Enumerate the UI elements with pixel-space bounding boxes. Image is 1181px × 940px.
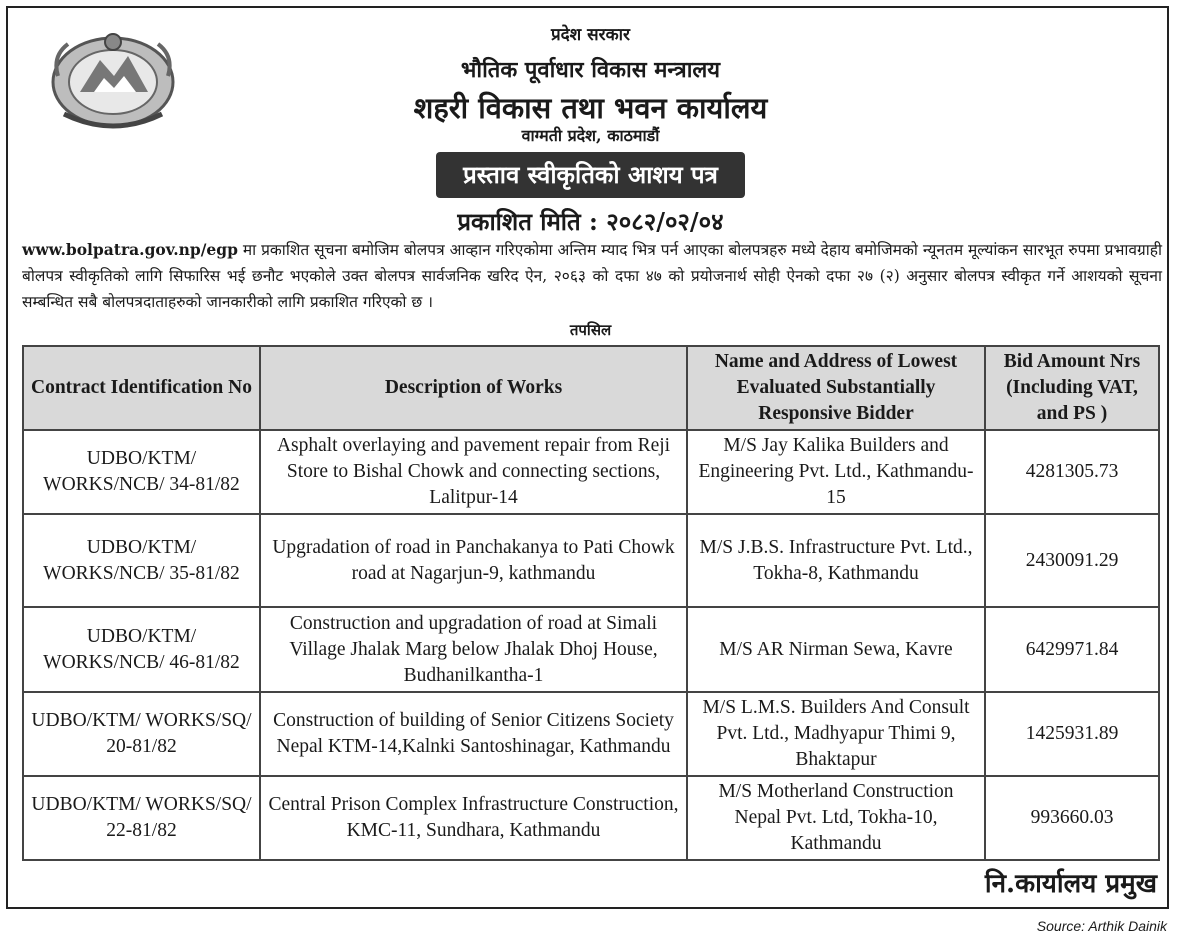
header-province-government: प्रदेश सरकार	[550, 25, 631, 45]
details-label: तपसिल	[569, 321, 612, 339]
description-cell: Construction of building of Senior Citizens Society Nepal KTM-14,Kalnki Santoshinagar, Kathmandu	[260, 692, 687, 776]
amount-cell: 993660.03	[985, 776, 1159, 860]
amount-cell: 6429971.84	[985, 607, 1159, 692]
col-header-amount: Bid Amount Nrs (Including VAT, and PS )	[985, 346, 1159, 430]
source-credit: Source: Arthik Dainik	[1036, 918, 1167, 934]
bidder-cell: M/S AR Nirman Sewa, Kavre	[687, 607, 985, 692]
published-date: प्रकाशित मिति : २०८२/०२/०४	[457, 207, 724, 236]
amount-cell: 1425931.89	[985, 692, 1159, 776]
notice-paragraph	[22, 237, 1162, 315]
header-location: वाग्मती प्रदेश, काठमाडौं	[521, 126, 660, 145]
amount-cell: 2430091.29	[985, 514, 1159, 607]
bidder-cell: M/S L.M.S. Builders And Consult Pvt. Ltd., Madhyapur Thimi 9, Bhaktapur	[687, 692, 985, 776]
table-row	[23, 514, 1159, 607]
bolpatra-url[interactable]: www.bolpatra.gov.np/egp	[22, 240, 238, 259]
awards-table	[22, 345, 1160, 861]
description-cell: Central Prison Complex Infrastructure Construction, KMC-11, Sundhara, Kathmandu	[260, 776, 687, 860]
bidder-cell: M/S J.B.S. Infrastructure Pvt. Ltd., Tokha-8, Kathmandu	[687, 514, 985, 607]
col-header-description: Description of Works	[260, 346, 687, 430]
col-header-contract: Contract Identification No	[23, 346, 260, 430]
description-cell: Upgradation of road in Panchakanya to Pati Chowk road at Nagarjun-9, kathmandu	[260, 514, 687, 607]
table-row	[23, 692, 1159, 776]
contract-cell: UDBO/KTM/ WORKS/SQ/ 22-81/82	[23, 776, 260, 860]
office-head-signature: नि.कार्यालय प्रमुख	[984, 869, 1157, 899]
col-header-bidder: Name and Address of Lowest Evaluated Substantially Responsive Bidder	[687, 346, 985, 430]
amount-cell: 4281305.73	[985, 430, 1159, 514]
notice-text: मा प्रकाशित सूचना बमोजिम बोलपत्र आव्हान गरिएकोमा अन्तिम म्याद भित्र पर्न आएका बोलपत्रहरु मध्ये देहाय बमोजिमको न्यूनतम मूल्यांकन सारभूत रुपमा प्रभावग्राही बोलपत्र स्वीकृतिको लागि सिफारिस भई छनौट भएकोले उक्त बोलपत्र सार्वजनिक खरिद ऐन, २०६३ को दफा ४७ को प्रयोजनार्थ सोही ऐनको दफा २७ (२) अनुसार बोलपत्र स्वीकृत गर्ने आशयको सूचना सम्बन्धित सबै बोलपत्रदाताहरुको जानकारीको लागि प्रकाशित गरिएको छ ।	[22, 241, 1162, 311]
contract-cell: UDBO/KTM/ WORKS/SQ/ 20-81/82	[23, 692, 260, 776]
header-office: शहरी विकास तथा भवन कार्यालय	[413, 91, 768, 125]
description-cell: Construction and upgradation of road at Simali Village Jhalak Marg below Jhalak Dhoj House, Budhanilkantha-1	[260, 607, 687, 692]
table-row	[23, 430, 1159, 514]
contract-cell: UDBO/KTM/ WORKS/NCB/ 46-81/82	[23, 607, 260, 692]
contract-cell: UDBO/KTM/ WORKS/NCB/ 35-81/82	[23, 514, 260, 607]
bidder-cell: M/S Jay Kalika Builders and Engineering Pvt. Ltd., Kathmandu-15	[687, 430, 985, 514]
description-cell: Asphalt overlaying and pavement repair from Reji Store to Bishal Chowk and connecting sections, Lalitpur-14	[260, 430, 687, 514]
bidder-cell: M/S Motherland Construction Nepal Pvt. Ltd, Tokha-10, Kathmandu	[687, 776, 985, 860]
contract-cell: UDBO/KTM/ WORKS/NCB/ 34-81/82	[23, 430, 260, 514]
notice-title-banner: प्रस्ताव स्वीकृतिको आशय पत्र	[436, 152, 745, 198]
table-row	[23, 607, 1159, 692]
header-ministry: भौतिक पूर्वाधार विकास मन्त्रालय	[460, 57, 721, 83]
table-header-row	[23, 346, 1159, 430]
table-row	[23, 776, 1159, 860]
